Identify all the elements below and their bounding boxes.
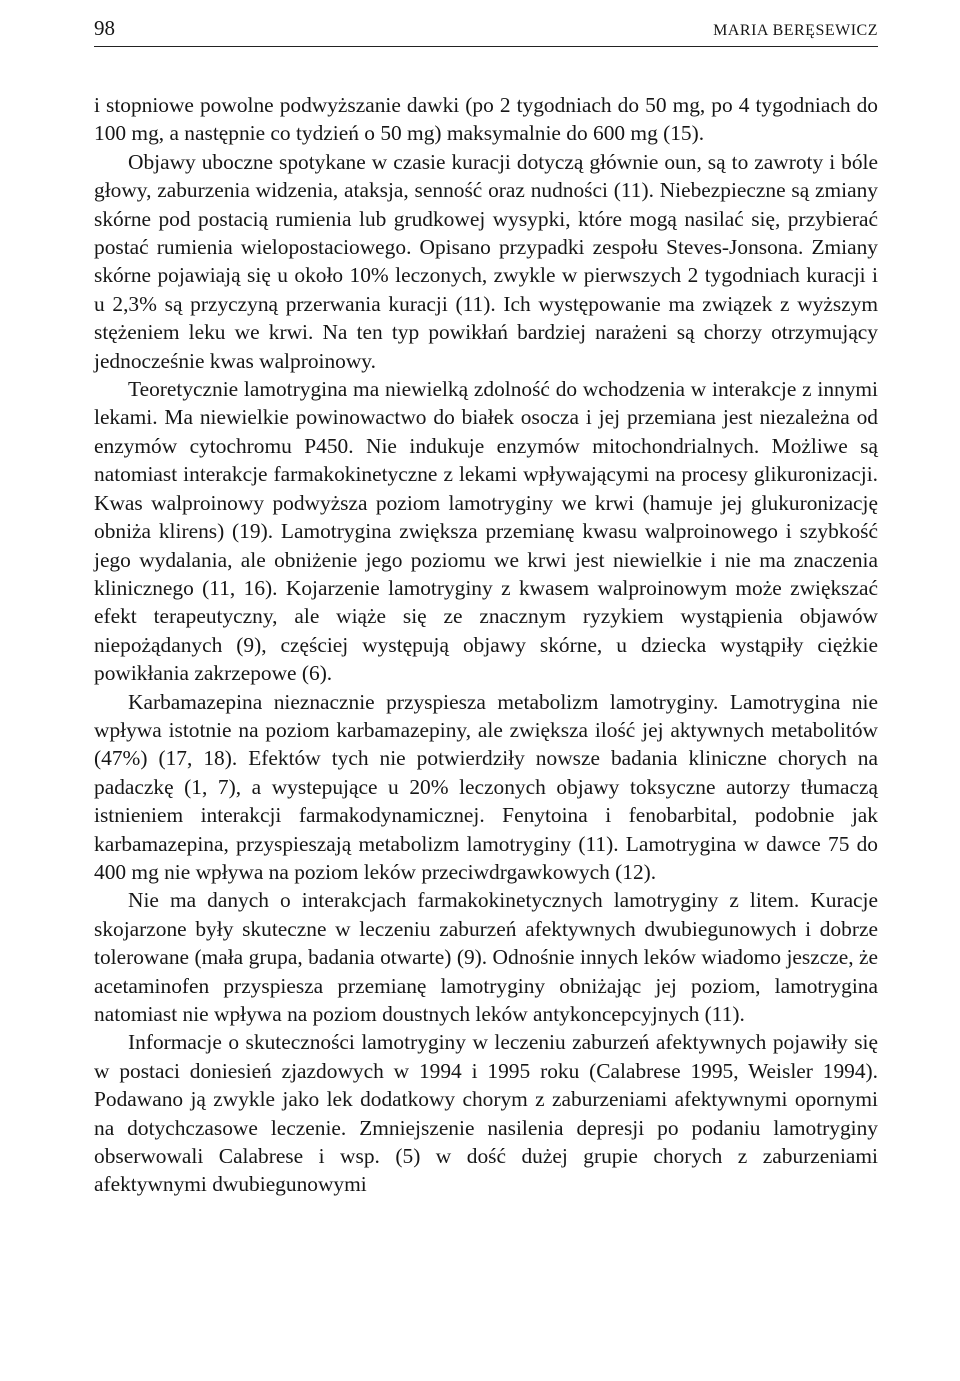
paragraph: Informacje o skuteczności lamotryginy w leczeniu zaburzeń afektywnych pojawiły się w postaci doniesień zjazdowych w 1994 i 1995 roku (Calabrese 1995, Weisler 1994). Podawano ją zwykle jako lek dodatkowy chorym z zaburzeniami afektywnymi opornymi na dotychczasowe leczenie. Zmniejszenie nasilenia depresji po podaniu lamotryginy obserwowali Calabrese i wsp. (5) w dość dużej grupie chorych z zaburzeniami afektywnymi dwubiegunowymi [94,1030,878,1197]
paragraph: Objawy uboczne spotykane w czasie kuracji dotyczą głównie oun, są to zawroty i bóle głowy, zaburzenia widzenia, ataksja, senność oraz nudności (11). Niebezpieczne są zmiany skórne pod postacią rumienia lub grudkowej wysypki, które mogą nasilać się, przybierać postać rumienia wielopostaciowego. Opisano przypadki zespołu Steves-Jonsona. Zmiany skórne pojawiają się u około 10% leczonych, zwykle w pierwszych 2 tygodniach kuracji i u 2,3% są przyczyną przerwania kuracji (11). Ich występowanie ma związek z wyższym stężeniem leku we krwi. Na ten typ powikłań bardziej narażeni są chorzy otrzymujący jednocześnie kwas walproinowy. [94,149,878,373]
page-header [94,16,878,47]
paragraph: Nie ma danych o interakcjach farmakokinetycznych lamotryginy z litem. Kuracje skojarzone były skuteczne w leczeniu zaburzeń afektywnych dwubiegunowych i dobrze tolerowane (mała grupa, badania otwarte) (9). Odnośnie innych leków wiadomo jeszcze, że acetaminofen przyspiesza przemianę lamotryginy obniżając jej poziom, lamotrygina natomiast nie wpływa na poziom doustnych leków antykoncepcyjnych (11). [94,888,878,1026]
running-head: MARIA BERĘSEWICZ [713,22,878,39]
paragraph: i stopniowe powolne podwyższanie dawki (po 2 tygodniach do 50 mg, po 4 tygodniach do 100 mg, a następnie co tydzień o 50 mg) maksymalnie do 600 mg (15). [94,93,878,146]
page-number: 98 [94,16,115,40]
page [94,16,878,1199]
body-text [94,91,878,1199]
paragraph: Karbamazepina nieznacznie przyspiesza metabolizm lamotryginy. Lamotrygina nie wpływa istotnie na poziom karbamazepiny, ale zwiększa ilość jej aktywnych metabolitów (47%) (17, 18). Efektów tych nie potwierdziły nowsze badania kliniczne chorych na padaczkę (1, 7), a wystepujące u 20% leczonych objawy toksyczne autorzy tłumaczą istnieniem interakcji farmakodynamicznej. Fenytoina i fenobarbital, podobnie jak karbamazepina, przyspieszają metabolizm lamotryginy (11). Lamotrygina w dawce 75 do 400 mg nie wpływa na poziom leków przeciwdrgawkowych (12). [94,689,878,884]
paragraph: Teoretycznie lamotrygina ma niewielką zdolność do wchodzenia w interakcje z innymi lekami. Ma niewielkie powinowactwo do białek osocza i jej przemiana jest niezależna od enzymów cytochromu P450. Nie indukuje enzymów mitochondrialnych. Możliwe są natomiast interakcje farmakokinetyczne z lekami wpływającymi na procesy glikuronizacji. Kwas walproinowy podwyższa poziom lamotryginy we krwi (hamuje jej glukuronizację obniża klirens) (19). Lamotrygina zwiększa przemianę kwasu walproinowego i szybkość jego wydalania, ale obniżenie jego poziomu we krwi jest niewielkie i nie ma znaczenia klinicznego (11, 16). Kojarzenie lamotryginy z kwasem walproinowym może zwiększać efekt terapeutyczny, ale wiąże się ze znacznym ryzykiem wystąpienia objawów niepożądanych (9), częściej występują objawy skórne, u dziecka wystąpiły ciężkie powikłania zakrzepowe (6). [94,377,878,686]
